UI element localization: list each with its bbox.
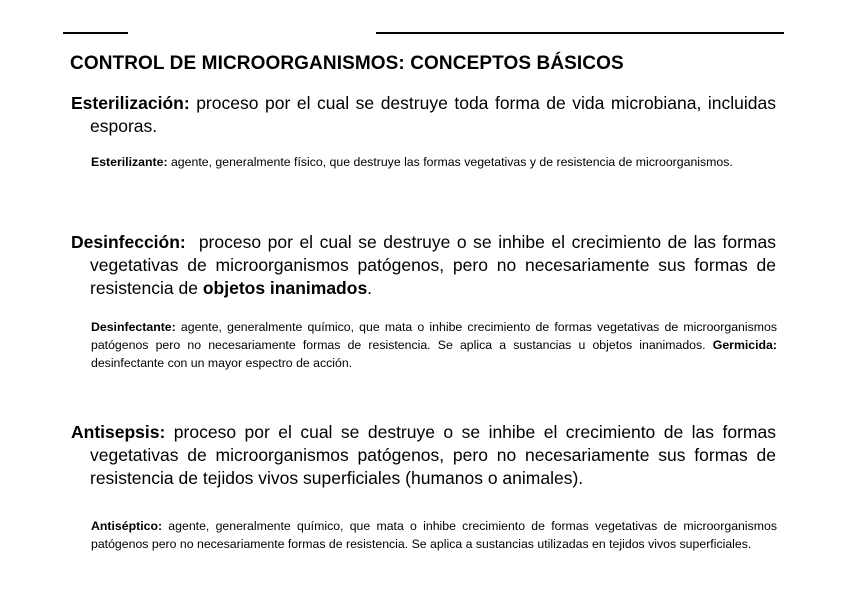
- note-term-germicide: Germicida:: [712, 338, 777, 352]
- note-text: agente, generalmente químico, que mata o inhibe crecimiento de formas vegetativas de microorganismos patógenos pero no necesariamente formas de resistencia. Se aplica a sustancias u objetos inanimados.: [91, 320, 777, 352]
- definition-term: Esterilización:: [71, 93, 190, 113]
- definition-emphasis: objetos inanimados: [202, 278, 368, 298]
- definition-text-end: .: [367, 278, 373, 298]
- header-rule-right: [376, 32, 784, 34]
- definition-sterilization: [71, 92, 776, 138]
- page-title: CONTROL DE MICROORGANISMOS: CONCEPTOS BÁSICOS: [70, 53, 624, 74]
- definition-text: proceso por el cual se destruye toda forma de vida microbiana, incluidas esporas.: [90, 93, 776, 136]
- note-text-germicide: desinfectante con un mayor espectro de acción.: [91, 356, 353, 370]
- note-term: Desinfectante:: [91, 320, 176, 334]
- definition-text: proceso por el cual se destruye o se inhibe el crecimiento de las formas vegetativas de microorganismos patógenos, pero no necesariamente sus formas de resistencia de: [90, 232, 781, 298]
- note-disinfectant: [91, 318, 777, 372]
- definition-text: proceso por el cual se destruye o se inhibe el crecimiento de las formas vegetativas de microorganismos patógenos, pero no necesariamente sus formas de resistencia de tejidos vivos superficiales (humanos o animales).: [90, 422, 776, 488]
- definition-antisepsis: [71, 421, 776, 490]
- definition-term: Desinfección:: [71, 232, 186, 252]
- definition-disinfection: [71, 231, 781, 300]
- note-term: Esterilizante:: [91, 155, 168, 169]
- note-antiseptic: [91, 517, 777, 553]
- note-text: agente, generalmente físico, que destruye las formas vegetativas y de resistencia de microorganismos.: [167, 155, 733, 169]
- header-rule-left: [63, 32, 128, 34]
- note-text: agente, generalmente químico, que mata o inhibe crecimiento de formas vegetativas de microorganismos patógenos pero no necesariamente formas de resistencia. Se aplica a sustancias utilizadas en tejidos vivos superficiales.: [91, 519, 777, 551]
- definition-term: Antisepsis:: [71, 422, 166, 442]
- note-sterilizing-agent: [91, 153, 777, 171]
- note-term: Antiséptico:: [91, 519, 163, 533]
